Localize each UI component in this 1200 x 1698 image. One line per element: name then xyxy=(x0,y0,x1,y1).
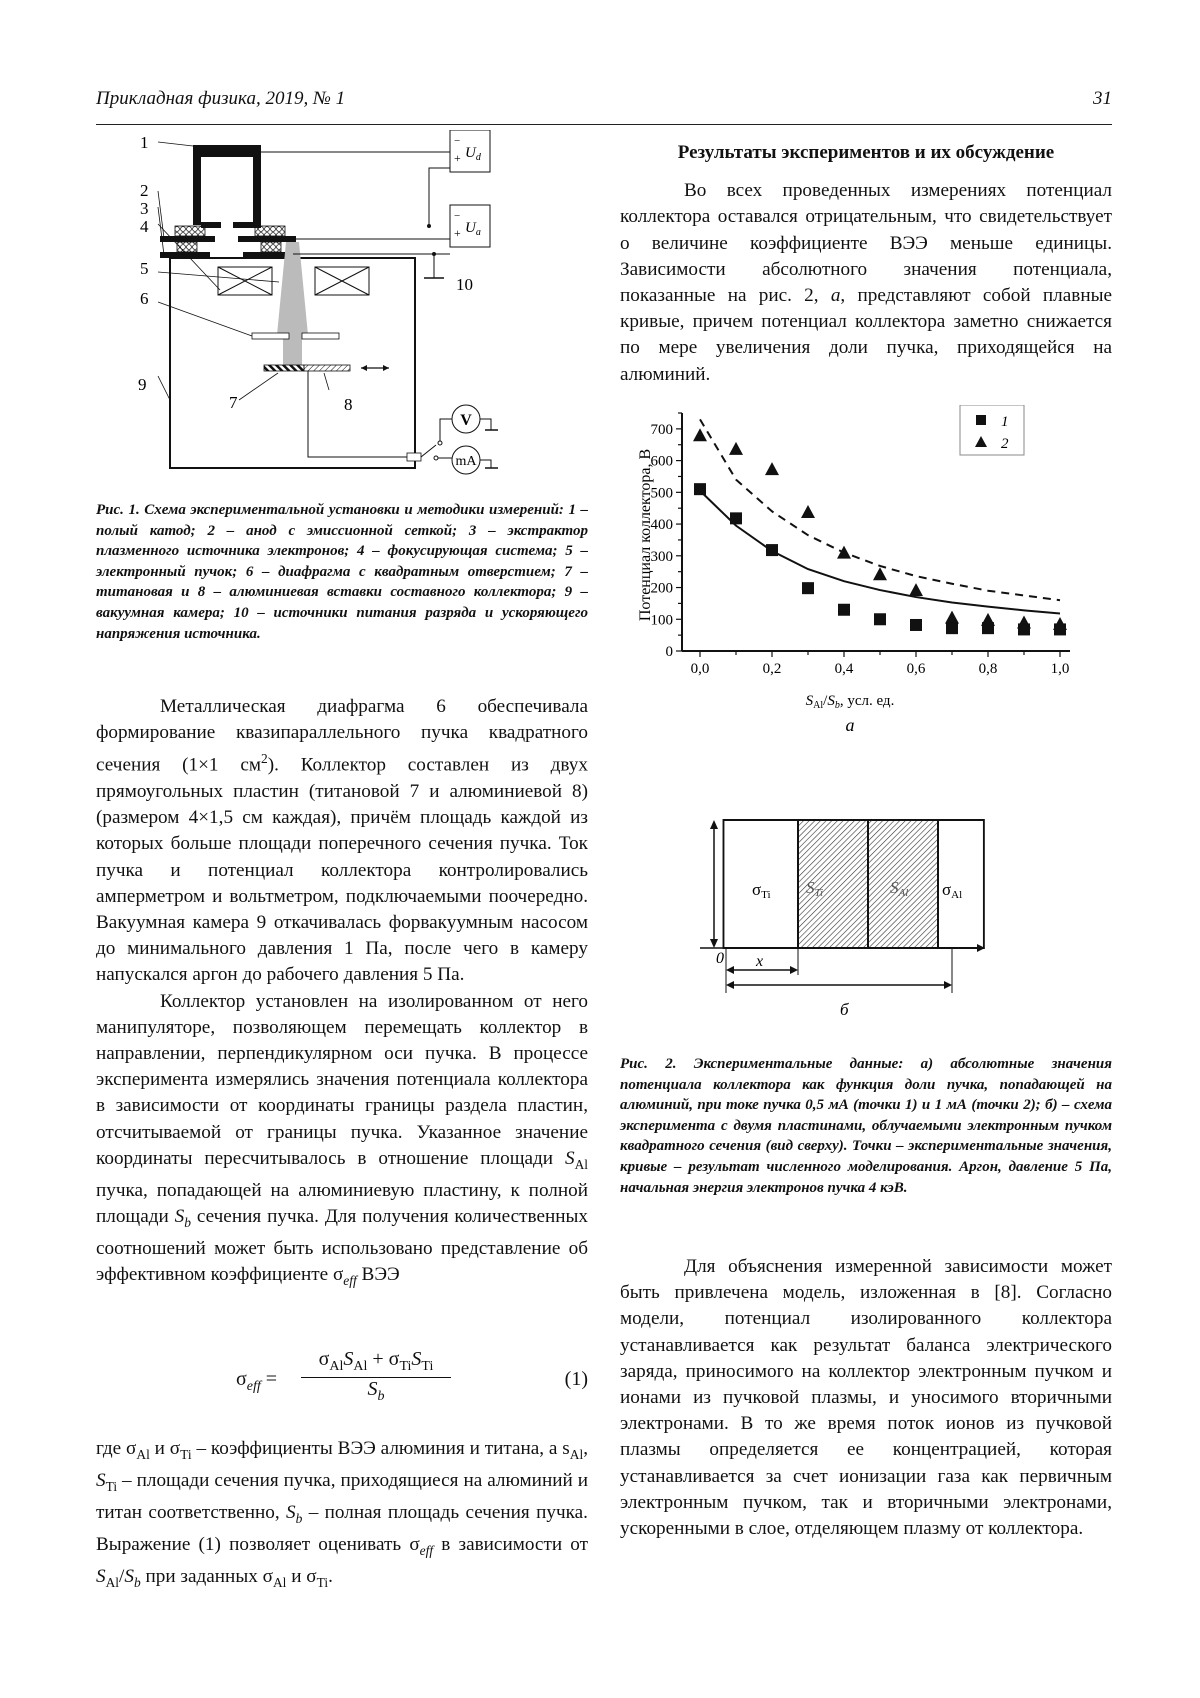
header-rule xyxy=(96,124,1112,125)
label-7: 7 xyxy=(229,393,238,412)
data-point-series-1 xyxy=(874,613,886,625)
anode xyxy=(160,236,215,242)
voltmeter-label: V xyxy=(460,412,472,429)
data-point-series-2 xyxy=(981,613,995,626)
ammeter-label: mA xyxy=(455,454,477,469)
left-column-text-2 xyxy=(96,1436,588,1596)
svg-text:+: + xyxy=(454,226,461,240)
data-point-series-2 xyxy=(801,505,815,518)
label-4: 4 xyxy=(140,217,149,236)
paragraph-where: где $\sigma_{Al}$ и $\sigma_{Ti}$ – коэффициенты ВЭЭ алюминия и титана, а $s_{Al}$, $S_{Ti}$ – площади сечения пучка, приходящиеся на алюминий и титан соответственно, $S_b$ – полная площадь сечения пучка. Выражение (1) позволяет оценивать $\sigma_{eff}$ в зависимости от $S_{Al}/S_b$ при заданных $\sigma_{Al}$ и $\sigma_{Ti}$. xyxy=(96,1438,588,1590)
label-9: 9 xyxy=(138,375,147,394)
label-6: 6 xyxy=(140,289,149,308)
equation-number: (1) xyxy=(564,1368,588,1390)
y-tick-label: 700 xyxy=(650,421,673,438)
y-tick-label: 100 xyxy=(650,612,673,629)
data-point-series-1 xyxy=(802,582,814,594)
paragraph-collector: Коллектор установлен на изолированном от него манипуляторе, позволяющем перемещать коллектор в направлении, перпендикулярном оси пучка. В процессе эксперимента измерялись значения потенциала коллектора в зависимости от координаты границы раздела пластин, отсчитываемой от границы пучка. Указанное значение координаты пересчитывалось в отношение площади $S_{Al}$ пучка, попадающей на алюминиевую пластину, к полной площади $S_b$ сечения пучка. Для получения количественных соотношений может быть использовано представление об эффективном коэффициенте $\sigma_{eff}$ ВЭЭ xyxy=(96,990,588,1289)
x-tick-label: 0,8 xyxy=(978,661,998,677)
svg-text:Ud: $U_d$ xyxy=(465,145,481,163)
label-10: 10 xyxy=(456,275,473,294)
x-tick-label: 0,2 xyxy=(762,661,782,677)
legend-marker-square xyxy=(976,415,986,425)
y-tick-label: 500 xyxy=(650,485,673,502)
svg-text:+: + xyxy=(454,151,461,165)
svg-text:Ua: $U_a$ xyxy=(465,220,481,238)
s-ti-label: STi xyxy=(806,878,824,899)
x-tick-label: 0,4 xyxy=(834,661,854,677)
equation-1: $\sigma_{eff}$ = $\sigma_{Al}S_{Al} + \sigma_{Ti}S_{Ti}$ $S_b$ (1) xyxy=(236,1348,588,1404)
y-tick-label: 600 xyxy=(650,453,673,470)
data-point-series-2 xyxy=(1017,615,1031,628)
figure-1-caption-block xyxy=(96,500,588,644)
section-title: Результаты экспериментов и их обсуждение xyxy=(677,142,1055,163)
figure-1-schematic xyxy=(96,130,566,475)
y-axis-label: Потенциал коллектора, В xyxy=(637,448,654,622)
data-point-series-2 xyxy=(873,567,887,580)
paragraph-diaphragm: Металлическая диафрагма 6 обеспечивала формирование квазипараллельного пучка квадратного сечения (1×1 $см^2$). Коллектор составлен из двух прямоугольных пластин (титановой 7 и алюминиевой 8) (размером 4×1,5 см каждая), причём площадь каждой из которых больше площади поперечного сечения пучка. Ток пучка и потенциал коллектора контролировались амперметром и вольтметром, подключаемыми поочередно. Вакуумная камера 9 откачивалась форвакуумным насосом до минимального давления 1 Па, после чего в камеру напускался аргон до рабочего давления 5 Па. xyxy=(96,696,588,986)
y-tick-label: 0 xyxy=(665,644,673,660)
data-point-series-2 xyxy=(765,462,779,475)
data-point-series-1 xyxy=(946,622,958,634)
paragraph-results: Во всех проведенных измерениях потенциал коллектора оставался отрицательным, что свидетельствует о величине коэффициенте ВЭЭ меньше единицы. Зависимости абсолютного значения потенциала, показанные на рис. 2, а, представляют собой плавные кривые, причем потенциал коллектора заметно снижается по мере увеличения доли пучка, приходящейся на алюминий. xyxy=(620,180,1112,385)
label-3: 3 xyxy=(140,199,149,218)
journal-title: Прикладная физика, 2019, № 1 xyxy=(96,88,346,109)
hollow-cathode xyxy=(193,145,261,225)
figure-2b-label: б xyxy=(840,1000,849,1019)
y-tick-label: 400 xyxy=(650,517,673,534)
data-point-series-2 xyxy=(945,611,959,624)
data-point-series-2 xyxy=(729,442,743,455)
legend-label-1: 1 xyxy=(1001,414,1009,430)
right-column-top xyxy=(620,140,1112,388)
svg-text:−: − xyxy=(454,135,461,147)
aluminium-insert xyxy=(304,365,350,371)
s-al-label: SAl xyxy=(890,878,909,899)
label-5: 5 xyxy=(140,259,149,278)
data-point-series-1 xyxy=(838,604,850,616)
label-8: 8 xyxy=(344,395,353,414)
sigma-al-label: σAl xyxy=(942,880,963,901)
figure-1-caption: Рис. 1. Схема экспериментальной установки и методики измерений: 1 – полый катод; 2 – анод с эмиссионной сеткой; 3 – экстрактор плазменного источника электронов; 4 – фокусирующая система; 5 – электронный пучок; 6 – диафрагма с квадратным отверстием; 7 – титановая и 8 – алюминиевая вставки составного коллектора; 9 – вакуумная камера; 10 – источники питания разряда и ускоряющего напряжения источника. xyxy=(96,502,588,642)
data-point-series-1 xyxy=(694,483,706,495)
curve-model-1 xyxy=(700,491,1060,614)
equation-numerator: $\sigma_{Al}S_{Al} + \sigma_{Ti}S_{Ti}$ xyxy=(301,1348,451,1378)
svg-text:−: − xyxy=(454,210,461,222)
data-point-series-1 xyxy=(910,619,922,631)
label-2: 2 xyxy=(140,181,149,200)
data-point-series-2 xyxy=(693,428,707,441)
y-tick-label: 200 xyxy=(650,580,673,597)
figure-2-caption: Рис. 2. Экспериментальные данные: а) абсолютные значения потенциала коллектора как функция доли пучка, попадающей на алюминий, при токе пучка 0,5 мА (точки 1) и 1 мА (точки 2); б) – схема эксперимента с двумя пластинами, облучаемыми электронным пучком квадратного сечения (вид сверху). Точки – экспериментальные значения, кривые – результат численного моделирования. Аргон, давление 5 Па, начальная энергия электронов пучка 4 кэВ. xyxy=(620,1056,1112,1196)
sigma-ti-label: σTi xyxy=(752,880,771,901)
equation-denominator: $S_b$ xyxy=(367,1378,385,1404)
origin-label: 0 xyxy=(716,950,724,967)
figure-2-caption-block xyxy=(620,1054,1112,1198)
x-axis-label: $S_{Al}/S_b$, усл. ед. xyxy=(805,693,895,711)
titanium-insert xyxy=(264,365,304,371)
data-point-series-2 xyxy=(909,583,923,596)
x-tick-label: 1,0 xyxy=(1050,661,1070,677)
left-column-text xyxy=(96,694,588,1294)
label-1: 1 xyxy=(140,133,149,152)
data-point-series-2 xyxy=(837,546,851,559)
figure-2b-schematic xyxy=(690,815,990,1020)
y-tick-label: 300 xyxy=(650,548,673,565)
figure-2a-chart xyxy=(620,405,1100,795)
figure-2a-label: а xyxy=(845,715,855,735)
x-tick-label: 0,0 xyxy=(690,661,710,677)
x-label: x xyxy=(756,953,764,970)
chart-legend xyxy=(960,405,1024,455)
right-column-bottom xyxy=(620,1254,1112,1542)
x-tick-label: 0,6 xyxy=(906,661,926,677)
page-number: 31 xyxy=(1093,88,1112,109)
data-point-series-1 xyxy=(766,544,778,556)
data-point-series-1 xyxy=(730,512,742,524)
legend-label-2: 2 xyxy=(1001,436,1009,452)
paragraph-model: Для объяснения измеренной зависимости может быть привлечена модель, изложенная в [8]. Согласно модели, потенциал изолированного коллектора устанавливается как результат баланса электрического заряда, приносимого на коллектор электронным пучком и ионами из пучковой плазмы, и уносимого вторичными электронами. В то же время поток ионов из пучковой плазмы определяется ее концентрацией, которая устанавливается за счет ионизации газа как первичным электронным пучком, так и вторичными электронами, ускоренными в слое, отделяющем плазму от коллектора. xyxy=(620,1256,1112,1540)
al-hatched-area xyxy=(868,820,938,948)
diaphragm xyxy=(252,333,289,339)
